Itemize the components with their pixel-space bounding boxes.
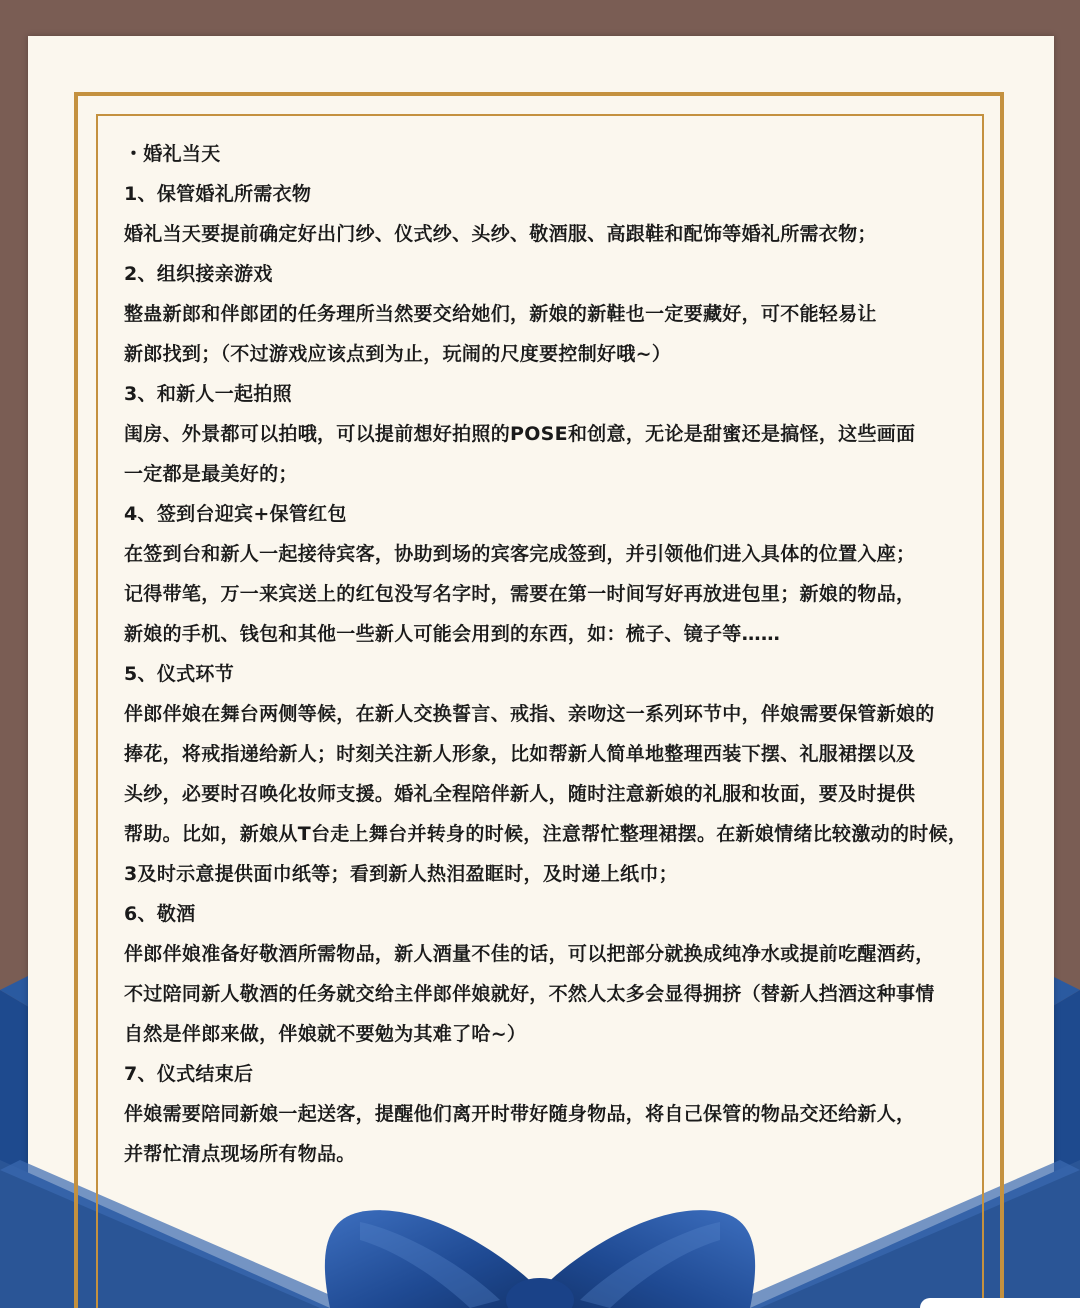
item-heading-4: 4、签到台迎宾+保管红包 <box>124 503 347 525</box>
body-line: 记得带笔，万一来宾送上的红包没写名字时，需要在第一时间写好再放进包里；新娘的物品， <box>124 583 916 605</box>
body-line: 伴娘需要陪同新娘一起送客，提醒他们离开时带好随身物品，将自己保管的物品交还给新人， <box>124 1103 916 1125</box>
body-line: 新郎找到；（不过游戏应该点到为止，玩闹的尺度要控制好哦~） <box>124 343 672 365</box>
body-line: 并帮忙清点现场所有物品。 <box>124 1143 356 1165</box>
body-line: 捧花，将戒指递给新人；时刻关注新人形象，比如帮新人简单地整理西装下摆、礼服裙摆以及 <box>124 743 916 765</box>
body-line: 自然是伴郎来做，伴娘就不要勉为其难了哈~） <box>124 1023 527 1045</box>
body-line: 伴郎伴娘准备好敬酒所需物品，新人酒量不佳的话，可以把部分就换成纯净水或提前吃醒酒药， <box>124 943 935 965</box>
body-line: 头纱，必要时召唤化妆师支援。婚礼全程陪伴新人，随时注意新娘的礼服和妆面，要及时提供 <box>124 783 916 805</box>
item-heading-5: 5、仪式环节 <box>124 663 235 685</box>
body-line: 闺房、外景都可以拍哦，可以提前想好拍照的POSE和创意，无论是甜蜜还是搞怪，这些画面 <box>124 423 916 445</box>
body-line: 帮助。比如，新娘从T台走上舞台并转身的时候，注意帮忙整理裙摆。在新娘情绪比较激动的时候， <box>124 823 968 845</box>
body-line: 伴郎伴娘在舞台两侧等候，在新人交换誓言、戒指、亲吻这一系列环节中，伴娘需要保管新娘的 <box>124 703 935 725</box>
item-heading-1: 1、保管婚礼所需衣物 <box>124 183 312 205</box>
body-line: 在签到台和新人一起接待宾客，协助到场的宾客完成签到，并引领他们进入具体的位置入座； <box>124 543 916 565</box>
corner-tab <box>920 1298 1080 1308</box>
item-heading-2: 2、组织接亲游戏 <box>124 263 273 285</box>
item-heading-7: 7、仪式结束后 <box>124 1063 254 1085</box>
body-line: 整蛊新郎和伴郎团的任务理所当然要交给她们，新娘的新鞋也一定要藏好，可不能轻易让 <box>124 303 877 325</box>
document-body <box>124 134 984 1174</box>
body-line: 婚礼当天要提前确定好出门纱、仪式纱、头纱、敬酒服、高跟鞋和配饰等婚礼所需衣物； <box>124 223 877 245</box>
section-heading: ・婚礼当天 <box>124 143 221 165</box>
body-line: 一定都是最美好的； <box>124 463 298 485</box>
item-heading-3: 3、和新人一起拍照 <box>124 383 292 405</box>
body-line: 3及时示意提供面巾纸等；看到新人热泪盈眶时，及时递上纸巾； <box>124 863 678 885</box>
body-line: 新娘的手机、钱包和其他一些新人可能会用到的东西，如：梳子、镜子等…… <box>124 623 781 645</box>
item-heading-6: 6、敬酒 <box>124 903 196 925</box>
body-line: 不过陪同新人敬酒的任务就交给主伴郎伴娘就好，不然人太多会显得拥挤（替新人挡酒这种事情 <box>124 983 935 1005</box>
